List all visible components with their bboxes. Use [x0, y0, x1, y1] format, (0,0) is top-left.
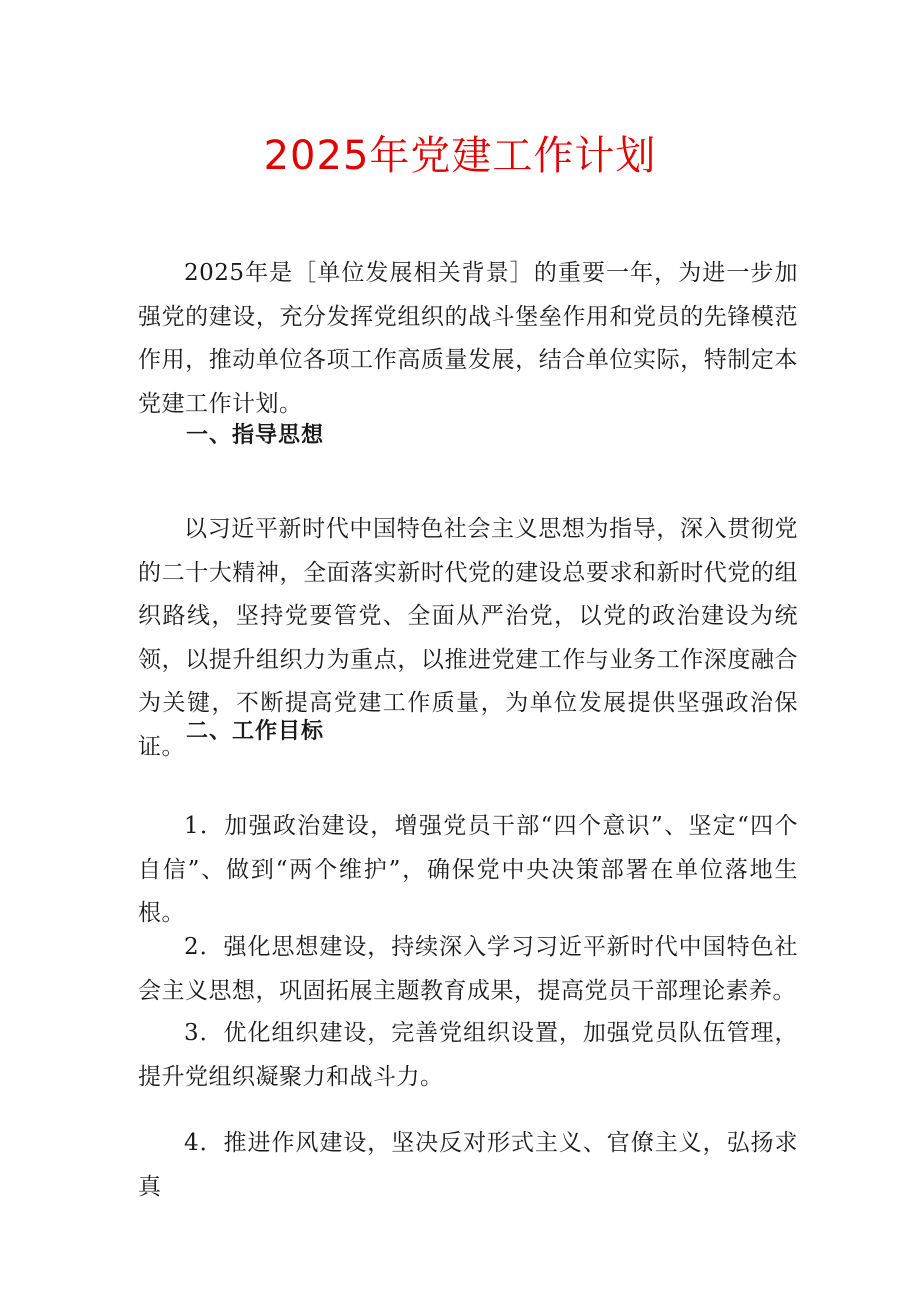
goal-item-2: 2．强化思想建设，持续深入学习习近平新时代中国特色社会主义思想，巩固拓展主题教育成果，提高党员干部理论素养。 [138, 934, 798, 1004]
section-heading-work-goals: 二、工作目标 [186, 719, 325, 744]
goal-item-1: 1．加强政治建设，增强党员干部“四个意识”、坚定“四个自信”、做到“两个维护”，确保党中央决策部署在单位落地生根。 [138, 813, 798, 926]
intro-paragraph: 2025年是［单位发展相关背景］的重要一年，为进一步加强党的建设，充分发挥党组织的战斗堡垒作用和党员的先锋模范作用，推动单位各项工作高质量发展，结合单位实际，特制定本党建工作计划。 [138, 260, 798, 417]
section-heading-guiding-ideology: 一、指导思想 [186, 423, 325, 448]
document-title: 2025年党建工作计划 [263, 133, 657, 179]
guiding-ideology-paragraph: 以习近平新时代中国特色社会主义思想为指导，深入贯彻党的二十大精神，全面落实新时代党的建设总要求和新时代党的组织路线，坚持党要管党、全面从严治党，以党的政治建设为统领，以提升组织力为重点，以推进党建工作与业务工作深度融合为关键，不断提高党建工作质量，为单位发展提供坚强政治保证。 [138, 516, 798, 760]
goal-item-3: 3．优化组织建设，完善党组织设置，加强党员队伍管理，提升党组织凝聚力和战斗力。 [138, 1020, 798, 1090]
goal-item-4: 4．推进作风建设，坚决反对形式主义、官僚主义，弘扬求真 [138, 1130, 798, 1200]
